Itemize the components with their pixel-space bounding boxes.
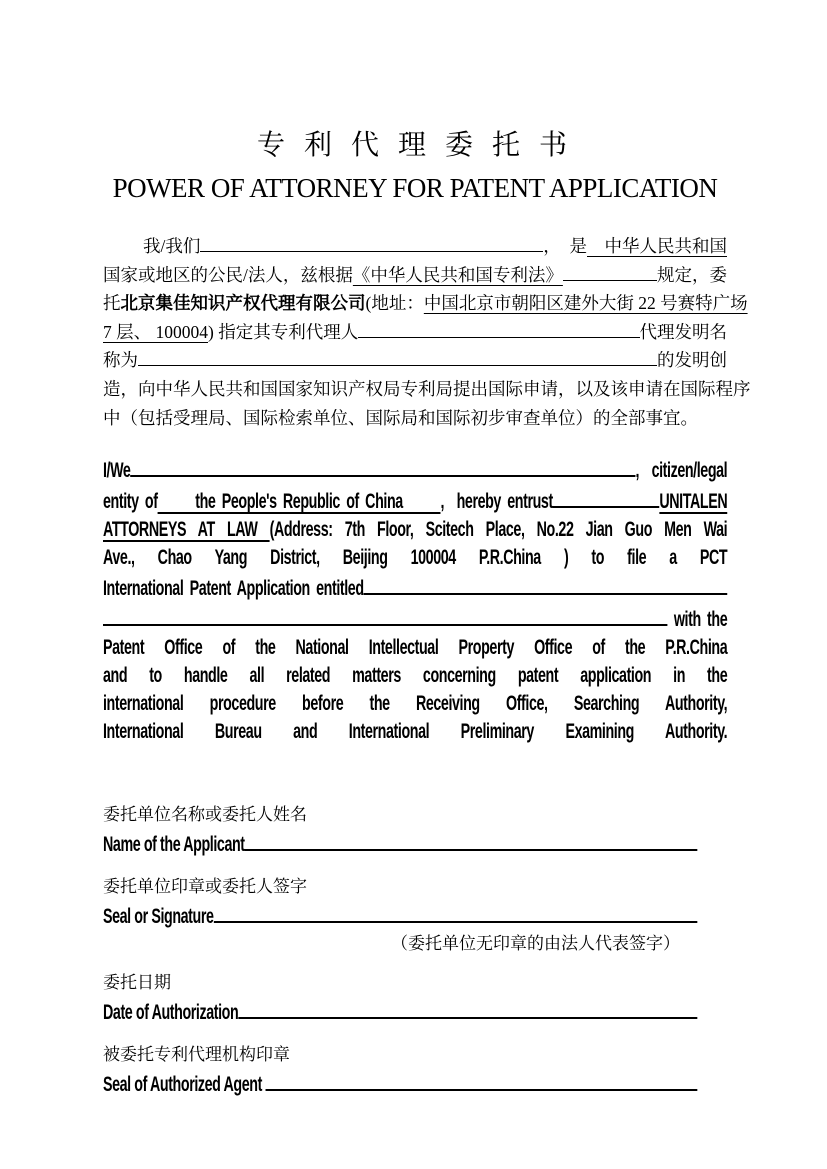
blank-fill-in-line — [553, 485, 660, 508]
field-label-english: Name of the Applicant — [103, 833, 245, 857]
blank-fill-in-line — [358, 319, 639, 338]
field-label-english: Date of Authorization — [103, 1001, 239, 1025]
text-segment: 我/我们 — [143, 236, 201, 256]
text-line — [103, 261, 727, 290]
english-paragraph-wrapper — [103, 454, 727, 746]
field-block — [103, 802, 727, 860]
field-block — [103, 970, 727, 1028]
blank-fill-in-line — [130, 454, 635, 477]
text-segment: Ave., Chao Yang District, Beijing 100004 P.R.China ) to file a PCT — [103, 546, 728, 570]
blank-fill-in-line — [265, 1068, 697, 1091]
text-segment: International Bureau and International Preliminary Examining Authority. — [103, 720, 728, 744]
text-segment: , citizen/legal — [635, 459, 728, 483]
text-segment: 7 层、 100004 — [103, 321, 208, 342]
text-segment: 的发明创 — [657, 350, 727, 371]
text-segment: 国家或地区的公民/法人，兹根据 — [103, 264, 353, 285]
blank-fill-in-line — [200, 234, 543, 253]
text-line — [103, 544, 727, 572]
text-line — [103, 232, 727, 261]
field-label-english: Seal or Signature — [103, 905, 214, 929]
text-segment: 中国北京市朝阳区建外大街 22 号赛特广场 — [423, 293, 748, 314]
field-row-wrapper — [103, 900, 697, 932]
blank-fill-in-line — [364, 572, 728, 595]
blank-fill-in-line — [103, 603, 668, 626]
field-label-chinese: 委托日期 — [103, 973, 171, 993]
field-row-wrapper — [103, 1068, 697, 1100]
field-row-wrapper — [103, 996, 697, 1028]
text-segment: international procedure before the Receiving Office, Searching Authority, — [103, 692, 728, 716]
text-segment: I/We — [103, 459, 131, 483]
text-line — [103, 516, 727, 544]
signature-fields-section — [103, 802, 727, 1100]
text-segment: ， 是 — [543, 236, 587, 256]
field-label-chinese: 委托单位名称或委托人姓名 — [103, 805, 307, 825]
text-line — [103, 634, 727, 662]
text-segment: 《中华人民共和国专利法》 — [352, 264, 563, 285]
text-segment: 称为 — [103, 350, 138, 371]
text-line — [103, 572, 727, 603]
blank-fill-in-line — [245, 828, 698, 851]
text-segment: 造，向中华人民共和国国家知识产权局专利局提出国际申请，以及该申请在国际程序 — [103, 378, 751, 399]
text-segment: ATTORNEYS AT LAW — [103, 518, 270, 542]
text-line — [103, 718, 727, 746]
field-row — [103, 1068, 697, 1100]
text-segment: 中（包括受理局、国际检索单位、国际局和国际初步审查单位）的全部事宜。 — [103, 407, 698, 428]
text-line — [103, 404, 727, 433]
document-title-english: POWER OF ATTORNEY FOR PATENT APPLICATION — [112, 173, 718, 203]
text-segment: and to handle all related matters concerning patent application in the — [103, 664, 728, 688]
text-segment: entity of — [103, 490, 158, 514]
text-segment: with the — [667, 608, 728, 632]
field-block — [103, 874, 727, 956]
text-line — [103, 375, 751, 404]
text-segment: (地址： — [365, 293, 424, 314]
text-line — [103, 318, 727, 347]
text-line — [103, 662, 727, 690]
field-label-english: Seal of Authorized Agent — [103, 1073, 266, 1097]
chinese-paragraph — [103, 232, 751, 432]
text-segment: 代理发明名 — [639, 321, 727, 342]
field-label-chinese: 委托单位印章或委托人签字 — [103, 877, 307, 897]
text-line — [103, 289, 748, 318]
field-row — [103, 900, 697, 932]
text-segment: (Address: 7th Floor, Scitech Place, No.22 Jian Guo Men Wai — [269, 518, 728, 542]
text-line — [103, 346, 727, 375]
blank-fill-in-line — [563, 262, 657, 281]
text-segment: International Patent Application entitled — [103, 577, 364, 601]
document-title-chinese: 专 利 代 理 委 托 书 — [256, 130, 573, 161]
text-segment: 中华人民共和国 — [587, 236, 727, 256]
text-segment: Patent Office of the National Intellectual Property Office of the P.R.China — [103, 636, 728, 660]
text-line — [103, 485, 727, 516]
blank-fill-in-line — [138, 348, 657, 367]
field-row — [103, 828, 697, 860]
text-segment: 规定，委 — [657, 264, 727, 285]
field-block — [103, 1042, 727, 1100]
blank-fill-in-line — [214, 900, 698, 923]
text-segment: , hereby entrust — [440, 490, 553, 514]
text-segment: the People's Republic of China — [157, 490, 441, 514]
text-segment: UNITALEN — [659, 490, 728, 514]
blank-fill-in-line — [238, 996, 697, 1019]
text-segment: 北京集佳知识产权代理有限公司 — [120, 293, 366, 314]
english-paragraph — [103, 454, 727, 746]
text-segment: 托 — [103, 293, 121, 314]
signature-note: （委托单位无印章的由法人代表签字） — [391, 934, 680, 954]
text-line — [103, 690, 727, 718]
field-row-wrapper — [103, 828, 697, 860]
text-line — [103, 454, 727, 485]
text-line — [103, 603, 727, 634]
text-segment: ) 指定其专利代理人 — [208, 321, 359, 342]
field-label-chinese: 被委托专利代理机构印章 — [103, 1045, 290, 1065]
field-row — [103, 996, 697, 1028]
